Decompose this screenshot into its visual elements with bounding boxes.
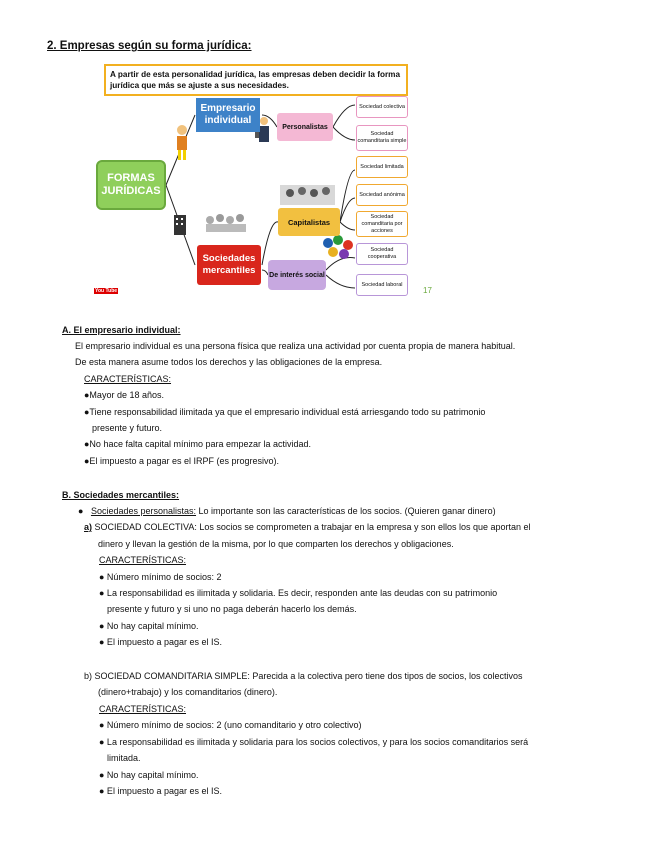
colectiva-line1 — [84, 519, 531, 535]
formas-juridicas-node: FORMAS JURÍDICAS — [96, 160, 166, 210]
section-a-item: ●No hace falta capital mínimo para empezar la actividad. — [84, 439, 312, 449]
leaf-sociedad-anonima: Sociedad anónima — [356, 184, 408, 206]
leaf-sociedad-limitada: Sociedad limitada — [356, 156, 408, 178]
section-a-title: A. El empresario individual: — [62, 325, 181, 335]
section-a-item: ●El impuesto a pagar es el IRPF (es progresivo). — [84, 456, 280, 466]
personalistas-label: Sociedades personalistas: — [90, 506, 197, 516]
section-b-title: B. Sociedades mercantiles: — [62, 490, 180, 500]
callout-box: A partir de esta personalidad jurídica, las empresas deben decidir la forma jurídica que más se ajuste a sus necesidades. — [104, 64, 408, 96]
worker-figure-icon — [177, 125, 187, 160]
comanditaria-item: ● Número mínimo de socios: 2 (uno comanditario y otro colectivo) — [99, 720, 362, 730]
comanditaria-item: limitada. — [107, 753, 141, 763]
section-a-item: ●Tiene responsabilidad ilimitada ya que el empresario individual está arriesgando todo su patrimonio — [84, 407, 486, 417]
personalistas-text: Lo importante son las características de los socios. (Quieren ganar dinero) — [196, 506, 496, 516]
comanditaria-line2: (dinero+trabajo) y los comanditarios (dinero). — [98, 687, 278, 697]
meeting-crowd-icon — [280, 185, 335, 205]
colectiva-text: SOCIEDAD COLECTIVA: Los socios se comprometen a trabajar en la empresa y son ellos los que aportan el — [92, 522, 531, 532]
capitalistas-node: Capitalistas — [278, 208, 340, 236]
youtube-label: You Tube — [95, 288, 118, 294]
bullet: ● — [78, 506, 84, 516]
personalistas-line — [78, 503, 496, 519]
empresario-individual-node: Empresario individual — [196, 98, 260, 132]
colectiva-caract: CARACTERÍSTICAS: — [99, 555, 187, 565]
youtube-logo — [94, 288, 118, 294]
colectiva-item: presente y futuro y si uno no paga deberán hacerlo los demás. — [107, 604, 357, 614]
leaf-sociedad-cooperativa: Sociedad cooperativa — [356, 243, 408, 265]
colectiva-item: ● No hay capital mínimo. — [99, 621, 199, 631]
personalistas-node: Personalistas — [277, 113, 333, 141]
section-a-item: presente y futuro. — [92, 423, 163, 433]
leaf-sociedad-laboral: Sociedad laboral — [356, 274, 408, 296]
leaf-sociedad-comanditaria-simple: Sociedad comanditaria simple — [356, 125, 408, 151]
building-icon — [174, 215, 186, 235]
comanditaria-item: ● La responsabilidad es ilimitada y solidaria para los socios colectivos, y para los socios comanditarios será — [99, 737, 529, 747]
colectiva-item: ● La responsabilidad es ilimitada y solidaria. Es decir, responden ante las deudas con su patrimonio — [99, 588, 498, 598]
colectiva-item: ● El impuesto a pagar es el IS. — [99, 637, 222, 647]
leaf-sociedad-colectiva: Sociedad colectiva — [356, 96, 408, 118]
comanditaria-line1: b) SOCIEDAD COMANDITARIA SIMPLE: Parecida a la colectiva pero tiene dos tipos de socios, los colectivos — [84, 671, 523, 681]
section-a-line2: De esta manera asume todos los derechos y las obligaciones de la empresa. — [75, 357, 383, 367]
section-a-caract: CARACTERÍSTICAS: — [84, 374, 172, 384]
comanditaria-item: ● No hay capital mínimo. — [99, 770, 199, 780]
sociedades-mercantiles-node: Sociedades mercantiles — [197, 245, 261, 285]
comanditaria-caract: CARACTERÍSTICAS: — [99, 704, 187, 714]
comanditaria-item: ● El impuesto a pagar es el IS. — [99, 786, 222, 796]
interes-social-node: De interés social — [268, 260, 326, 290]
page-number: 17 — [423, 286, 432, 295]
leaf-sociedad-comanditaria-acciones: Sociedad comanditaria por acciones — [356, 211, 408, 237]
puzzle-people-icon — [323, 235, 353, 259]
colectiva-line2: dinero y llevan la gestión de la misma, por lo que comparten los derechos y obligaciones. — [98, 539, 454, 549]
people-group-icon — [206, 214, 246, 232]
section-a-item: ●Mayor de 18 años. — [84, 390, 164, 400]
section-a-line1: El empresario individual es una persona física que realiza una actividad por cuenta propia de manera habitual. — [75, 341, 516, 351]
section-heading: 2. Empresas según su forma jurídica: — [47, 40, 252, 52]
colectiva-item: ● Número mínimo de socios: 2 — [99, 572, 222, 582]
item-a-label: a) — [84, 522, 93, 532]
